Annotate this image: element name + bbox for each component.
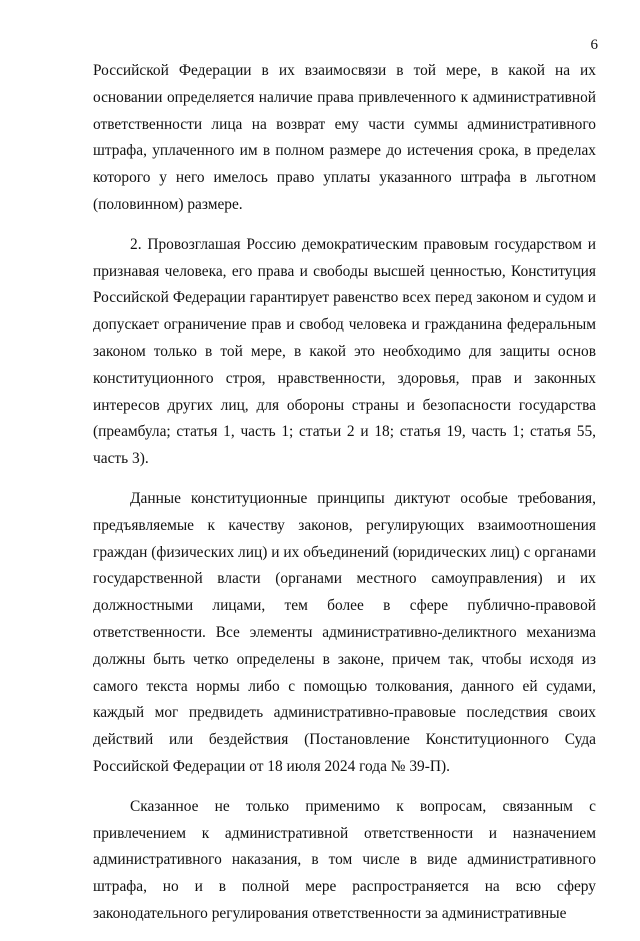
page-number: 6 xyxy=(590,37,598,53)
paragraph: Сказанное не только применимо к вопросам, связанным с привлечением к административной ответственности и назначением административного наказания, в том числе в виде административного штрафа, но и в полной мере распространяется на всю сферу законодательного регулирования ответственности за административные xyxy=(93,797,596,922)
paragraph: Данные конституционные принципы диктуют особые требования, предъявляемые к качеству законов, регулирующих взаимоотношения граждан (физических лиц) и их объединений (юридических лиц) с органами государственной власти (органами местного самоуправления) и их должностными лицами, тем более в сфере публично-правовой ответственности. Все элементы административно-деликтного механизма должны быть четко определены в законе, причем так, чтобы исходя из самого текста нормы либо с помощью толкования, данного ей судами, каждый мог предвидеть административно-правовые последствия своих действий или бездействия (Постановление Конституционного Суда Российской Федерации от 18 июля 2024 года № 39-П). xyxy=(93,489,596,775)
paragraph: Российской Федерации в их взаимосвязи в той мере, в какой на их основании определяется наличие права привлеченного к административной ответственности лица на возврат ему части суммы административного штрафа, уплаченного им в полном размере до истечения срока, в пределах которого у него имелось право уплаты указанного штрафа в льготном (половинном) размере. xyxy=(93,62,596,213)
document-body xyxy=(93,58,596,941)
paragraph: 2. Провозглашая Россию демократическим правовым государством и признавая человека, его права и свободы высшей ценностью, Конституция Российской Федерации гарантирует равенство всех перед законом и судом и допускает ограничение прав и свобод человека и гражданина федеральным законом только в той мере, в какой это необходимо для защиты основ конституционного строя, нравственности, здоровья, прав и законных интересов других лиц, для обороны страны и безопасности государства (преамбула; статья 1, часть 1; статьи 2 и 18; статья 19, часть 1; статья 55, часть 3). xyxy=(93,235,596,468)
